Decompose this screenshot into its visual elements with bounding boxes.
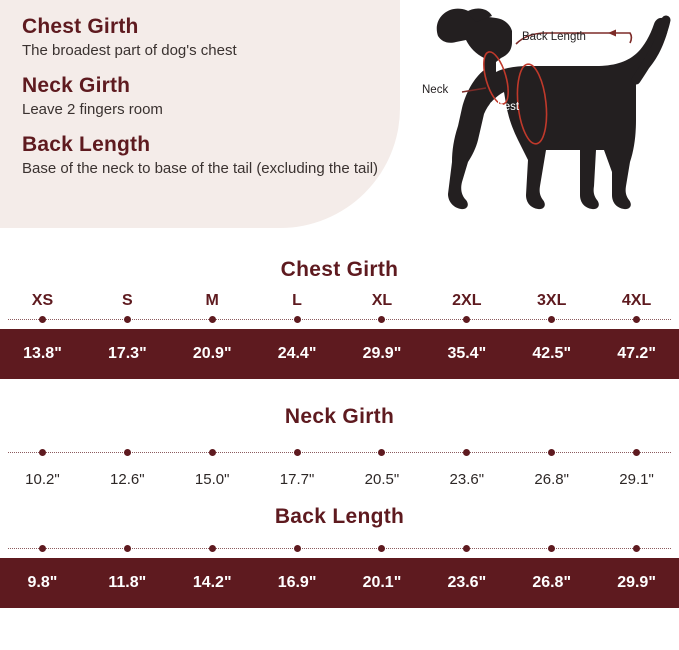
definition-title-chest: Chest Girth (22, 15, 139, 38)
value-cell: 17.7" (279, 470, 315, 488)
size-marker-dot (39, 545, 46, 552)
size-marker-dot (124, 316, 131, 323)
size-marker-dot (463, 545, 470, 552)
value-band-back (0, 558, 679, 608)
size-label: XS (31, 292, 54, 309)
definition-title-back: Back Length (22, 133, 151, 156)
value-cell: 13.8" (23, 345, 62, 362)
definitions-section (0, 0, 679, 232)
size-marker-dot (548, 545, 555, 552)
definition-desc-back: Base of the neck to base of the tail (excluding the tail) (22, 160, 379, 177)
value-cell: 26.8" (532, 574, 572, 591)
size-marker-dot (548, 316, 555, 323)
definition-desc-neck: Leave 2 fingers room (22, 101, 163, 118)
value-cell: 29.9" (617, 574, 656, 591)
size-marker-dot (124, 545, 131, 552)
dotted-divider-back (0, 543, 679, 555)
size-marker-dot (633, 316, 640, 323)
definitions-list (22, 14, 392, 178)
dotted-divider-neck (0, 447, 679, 459)
size-label: L (292, 292, 302, 309)
size-marker-dot (633, 545, 640, 552)
dog-diagram (400, 0, 679, 232)
size-marker-dot (294, 449, 301, 456)
value-cell: 14.2" (192, 574, 232, 591)
section-title-back-length: Back Length (274, 505, 405, 528)
value-cell: 23.6" (447, 574, 487, 591)
value-cell: 23.6" (449, 470, 485, 488)
value-cell: 12.6" (110, 470, 145, 488)
size-marker-dot (209, 316, 216, 323)
size-marker-dot (378, 449, 385, 456)
value-cell: 9.8" (27, 574, 58, 591)
size-label: M (205, 292, 219, 309)
value-cell: 16.9" (277, 574, 317, 591)
size-label: 4XL (621, 292, 652, 309)
value-cell: 20.5" (364, 470, 400, 488)
value-cell: 42.5" (532, 345, 572, 362)
size-marker-dot (633, 449, 640, 456)
size-marker-dot (294, 545, 301, 552)
section-neck-girth (0, 405, 679, 499)
size-marker-dot (463, 316, 470, 323)
value-cell: 29.9" (362, 345, 402, 362)
size-label: S (121, 292, 133, 309)
size-marker-dot (39, 316, 46, 323)
size-marker-dot (124, 449, 131, 456)
diagram-label-back-length: Back Length (522, 31, 586, 43)
size-marker-dot (294, 316, 301, 323)
diagram-label-neck: Neck (422, 84, 449, 96)
size-label: 3XL (537, 292, 567, 309)
size-label: 2XL (452, 292, 482, 309)
definition-desc-chest: The broadest part of dog's chest (22, 42, 237, 59)
value-cell: 47.2" (617, 345, 656, 362)
value-cell: 15.0" (194, 470, 230, 488)
value-band-chest (0, 329, 679, 379)
size-marker-dot (378, 316, 385, 323)
value-cell: 10.2" (25, 470, 60, 488)
value-cell: 17.3" (107, 345, 147, 362)
size-marker-dot (209, 545, 216, 552)
section-title-chest-girth: Chest Girth (280, 258, 399, 281)
section-title-neck-girth: Neck Girth (284, 405, 395, 428)
size-label: XL (371, 292, 393, 309)
section-chest-girth (0, 258, 679, 379)
value-row-neck (0, 459, 679, 499)
value-cell: 24.4" (277, 345, 317, 362)
value-cell: 26.8" (534, 470, 569, 488)
value-cell: 29.1" (619, 470, 654, 488)
section-back-length (0, 505, 679, 608)
size-header-row-chest (0, 292, 679, 310)
size-marker-dot (39, 449, 46, 456)
value-cell: 20.9" (192, 345, 232, 362)
value-cell: 20.1" (362, 574, 402, 591)
diagram-label-chest: Chest (489, 101, 520, 113)
size-marker-dot (209, 449, 216, 456)
dotted-divider-chest (0, 314, 679, 326)
value-cell: 11.8" (108, 574, 147, 591)
definition-title-neck: Neck Girth (22, 74, 131, 97)
size-marker-dot (378, 545, 385, 552)
value-cell: 35.4" (447, 345, 487, 362)
size-marker-dot (463, 449, 470, 456)
size-marker-dot (548, 449, 555, 456)
